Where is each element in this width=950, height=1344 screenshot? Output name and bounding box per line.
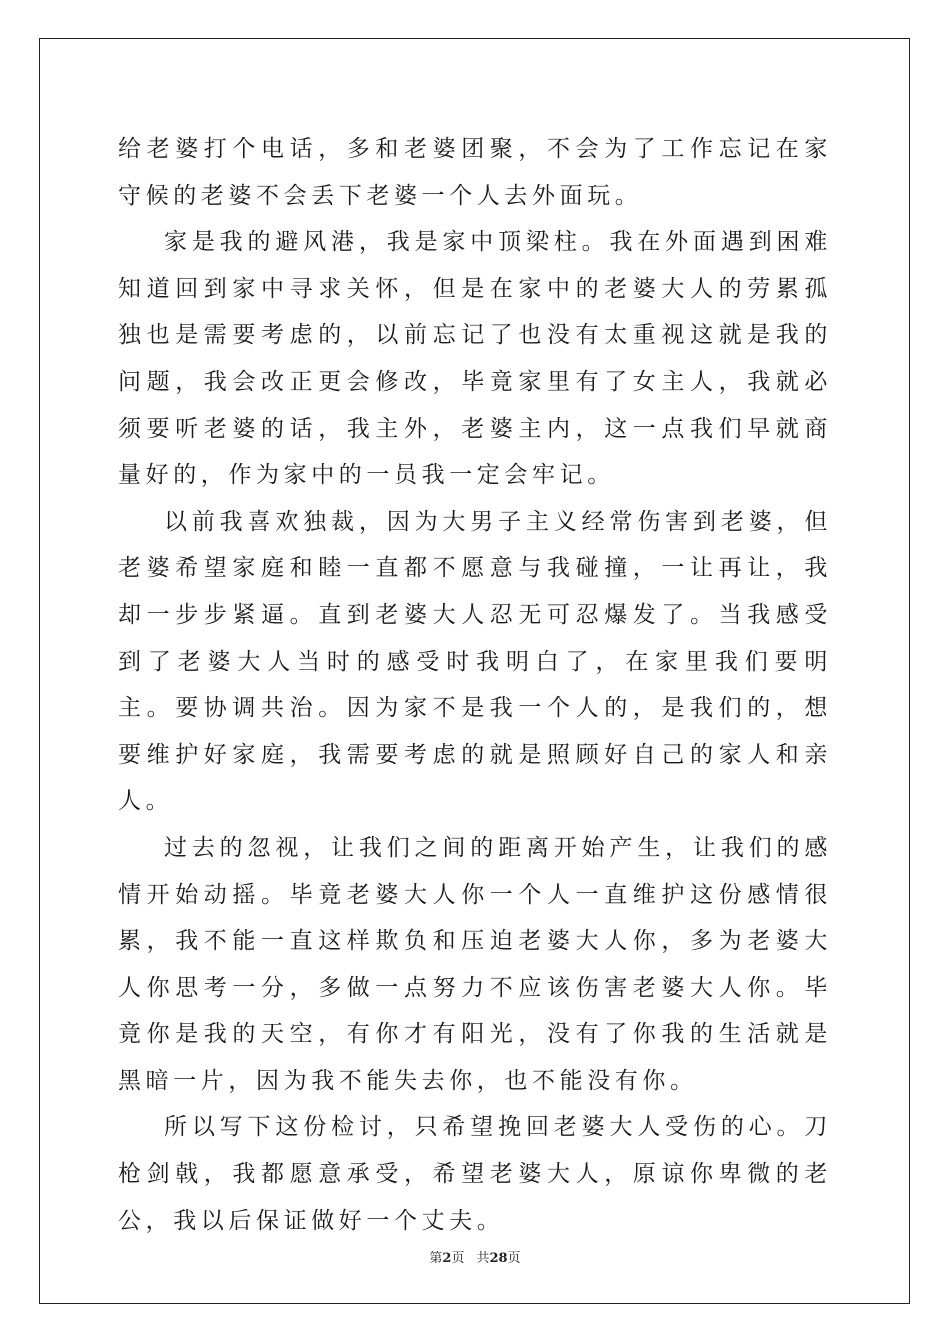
- page-number: 2: [442, 1251, 452, 1266]
- paragraph-2: 家是我的避风港，我是家中顶梁柱。我在外面遇到困难知道回到家中寻求关怀，但是在家中的老婆大人的劳累孤独也是需要考虑的，以前忘记了也没有太重视这就是我的问题，我会改正更会修改，毕竟家里有了女主人，我就必须要听老婆的话，我主外，老婆主内，这一点我们早就商量好的，作为家中的一员我一定会牢记。: [118, 229, 832, 489]
- paragraph-5: 所以写下这份检讨，只希望挽回老婆大人受伤的心。刀枪剑戟，我都愿意承受，希望老婆大人，原谅你卑微的老公，我以后保证做好一个丈夫。: [118, 1114, 832, 1234]
- document-body: [118, 126, 832, 1244]
- paragraph-3: 以前我喜欢独裁，因为大男子主义经常伤害到老婆，但老婆希望家庭和睦一直都不愿意与我碰撞，一让再让，我却一步步紧逼。直到老婆大人忍无可忍爆发了。当我感受到了老婆大人当时的感受时我明白了，在家里我们要明主。要协调共治。因为家不是我一个人的，是我们的，想要维护好家庭，我需要考虑的就是照顾好自己的家人和亲人。: [118, 508, 832, 815]
- page-footer: [0, 1247, 950, 1266]
- total-suffix: 页: [507, 1251, 521, 1266]
- total-pages: 28: [489, 1251, 508, 1266]
- page-prefix: 第: [429, 1251, 443, 1266]
- total-prefix: 共: [476, 1251, 490, 1266]
- paragraph-1: 给老婆打个电话，多和老婆团聚，不会为了工作忘记在家守候的老婆不会丢下老婆一个人去外面玩。: [118, 136, 832, 209]
- page-suffix: 页: [451, 1251, 465, 1266]
- paragraph-4: 过去的忽视，让我们之间的距离开始产生，让我们的感情开始动摇。毕竟老婆大人你一个人一直维护这份感情很累，我不能一直这样欺负和压迫老婆大人你，多为老婆大人你思考一分，多做一点努力不应该伤害老婆大人你。毕竟你是我的天空，有你才有阳光，没有了你我的生活就是黑暗一片，因为我不能失去你，也不能没有你。: [118, 834, 832, 1094]
